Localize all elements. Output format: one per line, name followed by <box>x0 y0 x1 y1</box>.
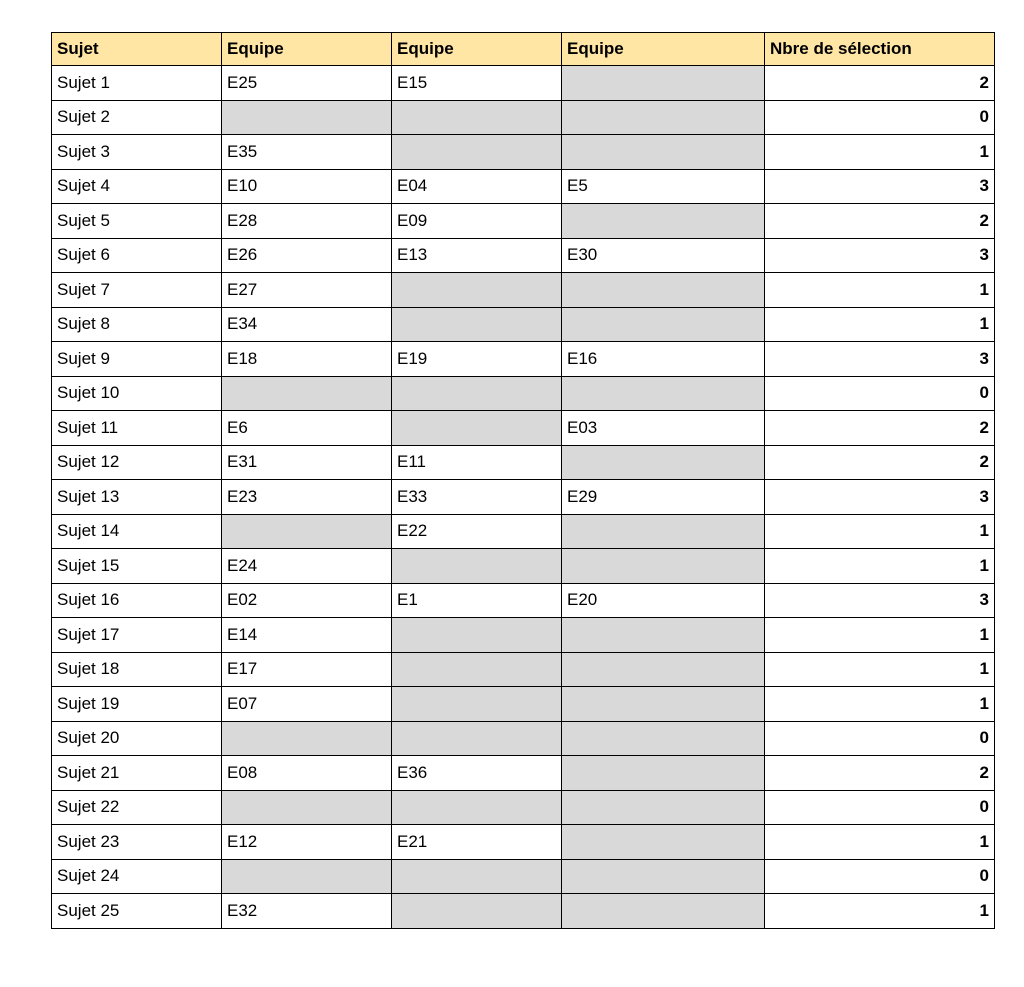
table-row <box>52 549 995 584</box>
header-equipe-2: Equipe <box>392 33 562 66</box>
selection-count-cell: 1 <box>765 894 995 929</box>
team-cell <box>562 756 765 791</box>
team-cell: E32 <box>222 894 392 929</box>
team-cell <box>222 790 392 825</box>
team-cell <box>392 376 562 411</box>
table-row <box>52 273 995 308</box>
team-cell <box>392 859 562 894</box>
header-equipe-1: Equipe <box>222 33 392 66</box>
team-cell <box>392 790 562 825</box>
team-cell <box>392 135 562 170</box>
selection-count-cell: 0 <box>765 790 995 825</box>
table-row <box>52 618 995 653</box>
table-row <box>52 894 995 929</box>
selection-count-cell: 1 <box>765 273 995 308</box>
team-cell <box>392 549 562 584</box>
selection-count-cell: 1 <box>765 514 995 549</box>
team-cell <box>222 859 392 894</box>
table-row <box>52 238 995 273</box>
subject-cell: Sujet 20 <box>52 721 222 756</box>
team-cell <box>222 514 392 549</box>
table-row <box>52 342 995 377</box>
table-row <box>52 687 995 722</box>
team-cell: E23 <box>222 480 392 515</box>
subject-cell: Sujet 15 <box>52 549 222 584</box>
table-row <box>52 514 995 549</box>
subject-cell: Sujet 6 <box>52 238 222 273</box>
team-cell <box>392 307 562 342</box>
team-cell <box>562 445 765 480</box>
table-row <box>52 721 995 756</box>
team-cell: E09 <box>392 204 562 239</box>
team-cell: E33 <box>392 480 562 515</box>
team-cell: E11 <box>392 445 562 480</box>
table-row <box>52 480 995 515</box>
subject-team-table <box>51 32 995 929</box>
team-cell <box>562 135 765 170</box>
header-sujet: Sujet <box>52 33 222 66</box>
team-cell <box>562 825 765 860</box>
selection-count-cell: 3 <box>765 480 995 515</box>
table-row <box>52 652 995 687</box>
selection-count-cell: 2 <box>765 204 995 239</box>
team-cell <box>562 376 765 411</box>
selection-count-cell: 0 <box>765 376 995 411</box>
team-cell <box>222 100 392 135</box>
table-row <box>52 411 995 446</box>
subject-cell: Sujet 12 <box>52 445 222 480</box>
team-cell: E07 <box>222 687 392 722</box>
team-cell: E34 <box>222 307 392 342</box>
subject-cell: Sujet 21 <box>52 756 222 791</box>
team-cell <box>222 376 392 411</box>
table-row <box>52 825 995 860</box>
team-cell <box>392 618 562 653</box>
team-cell <box>562 204 765 239</box>
team-cell <box>562 100 765 135</box>
subject-cell: Sujet 19 <box>52 687 222 722</box>
team-cell <box>562 687 765 722</box>
selection-count-cell: 3 <box>765 169 995 204</box>
team-cell: E18 <box>222 342 392 377</box>
team-cell <box>562 790 765 825</box>
subject-cell: Sujet 10 <box>52 376 222 411</box>
team-cell: E04 <box>392 169 562 204</box>
team-cell <box>392 273 562 308</box>
table-row <box>52 66 995 101</box>
subject-cell: Sujet 4 <box>52 169 222 204</box>
selection-count-cell: 3 <box>765 583 995 618</box>
team-cell: E14 <box>222 618 392 653</box>
team-cell <box>392 687 562 722</box>
team-cell <box>562 618 765 653</box>
table-row <box>52 445 995 480</box>
team-cell <box>562 273 765 308</box>
team-cell: E31 <box>222 445 392 480</box>
table-row <box>52 100 995 135</box>
table-body <box>52 66 995 929</box>
team-cell: E6 <box>222 411 392 446</box>
subject-cell: Sujet 2 <box>52 100 222 135</box>
team-cell: E28 <box>222 204 392 239</box>
team-cell <box>562 514 765 549</box>
selection-count-cell: 1 <box>765 618 995 653</box>
subject-cell: Sujet 5 <box>52 204 222 239</box>
subject-cell: Sujet 25 <box>52 894 222 929</box>
table-row <box>52 204 995 239</box>
team-cell: E24 <box>222 549 392 584</box>
team-cell: E03 <box>562 411 765 446</box>
table-row <box>52 756 995 791</box>
subject-cell: Sujet 8 <box>52 307 222 342</box>
team-cell: E02 <box>222 583 392 618</box>
table-row <box>52 135 995 170</box>
team-cell: E36 <box>392 756 562 791</box>
subject-cell: Sujet 22 <box>52 790 222 825</box>
team-cell <box>222 721 392 756</box>
selection-count-cell: 1 <box>765 652 995 687</box>
subject-cell: Sujet 11 <box>52 411 222 446</box>
selection-count-cell: 2 <box>765 445 995 480</box>
subject-cell: Sujet 3 <box>52 135 222 170</box>
team-cell <box>562 721 765 756</box>
subject-cell: Sujet 17 <box>52 618 222 653</box>
team-cell: E35 <box>222 135 392 170</box>
selection-count-cell: 2 <box>765 756 995 791</box>
subject-cell: Sujet 24 <box>52 859 222 894</box>
subject-cell: Sujet 14 <box>52 514 222 549</box>
team-cell: E19 <box>392 342 562 377</box>
team-cell: E13 <box>392 238 562 273</box>
subject-cell: Sujet 18 <box>52 652 222 687</box>
team-cell <box>562 859 765 894</box>
team-cell <box>392 894 562 929</box>
subject-cell: Sujet 13 <box>52 480 222 515</box>
selection-count-cell: 0 <box>765 721 995 756</box>
selection-count-cell: 3 <box>765 238 995 273</box>
subject-cell: Sujet 1 <box>52 66 222 101</box>
header-equipe-3: Equipe <box>562 33 765 66</box>
team-cell: E27 <box>222 273 392 308</box>
team-cell <box>562 894 765 929</box>
team-cell: E30 <box>562 238 765 273</box>
header-row <box>52 33 995 66</box>
team-cell: E17 <box>222 652 392 687</box>
selection-count-cell: 0 <box>765 100 995 135</box>
team-cell <box>392 411 562 446</box>
selection-count-cell: 1 <box>765 549 995 584</box>
header-selection-count: Nbre de sélection <box>765 33 995 66</box>
team-cell: E25 <box>222 66 392 101</box>
table-row <box>52 169 995 204</box>
team-cell: E15 <box>392 66 562 101</box>
table-row <box>52 376 995 411</box>
team-cell: E5 <box>562 169 765 204</box>
selection-count-cell: 1 <box>765 135 995 170</box>
selection-count-cell: 2 <box>765 66 995 101</box>
team-cell: E26 <box>222 238 392 273</box>
team-cell <box>562 652 765 687</box>
table-row <box>52 583 995 618</box>
subject-cell: Sujet 16 <box>52 583 222 618</box>
team-cell: E1 <box>392 583 562 618</box>
subject-cell: Sujet 23 <box>52 825 222 860</box>
team-cell <box>392 721 562 756</box>
table-row <box>52 859 995 894</box>
subject-cell: Sujet 7 <box>52 273 222 308</box>
team-cell: E10 <box>222 169 392 204</box>
team-cell: E12 <box>222 825 392 860</box>
selection-count-cell: 3 <box>765 342 995 377</box>
subject-cell: Sujet 9 <box>52 342 222 377</box>
selection-count-cell: 1 <box>765 687 995 722</box>
selection-count-cell: 0 <box>765 859 995 894</box>
table-row <box>52 307 995 342</box>
selection-count-cell: 1 <box>765 825 995 860</box>
team-cell: E21 <box>392 825 562 860</box>
selection-count-cell: 2 <box>765 411 995 446</box>
team-cell: E20 <box>562 583 765 618</box>
table-row <box>52 790 995 825</box>
team-cell <box>562 549 765 584</box>
team-cell: E29 <box>562 480 765 515</box>
team-cell: E16 <box>562 342 765 377</box>
team-cell: E22 <box>392 514 562 549</box>
team-cell <box>562 66 765 101</box>
team-cell: E08 <box>222 756 392 791</box>
team-cell <box>392 652 562 687</box>
team-cell <box>562 307 765 342</box>
selection-count-cell: 1 <box>765 307 995 342</box>
team-cell <box>392 100 562 135</box>
